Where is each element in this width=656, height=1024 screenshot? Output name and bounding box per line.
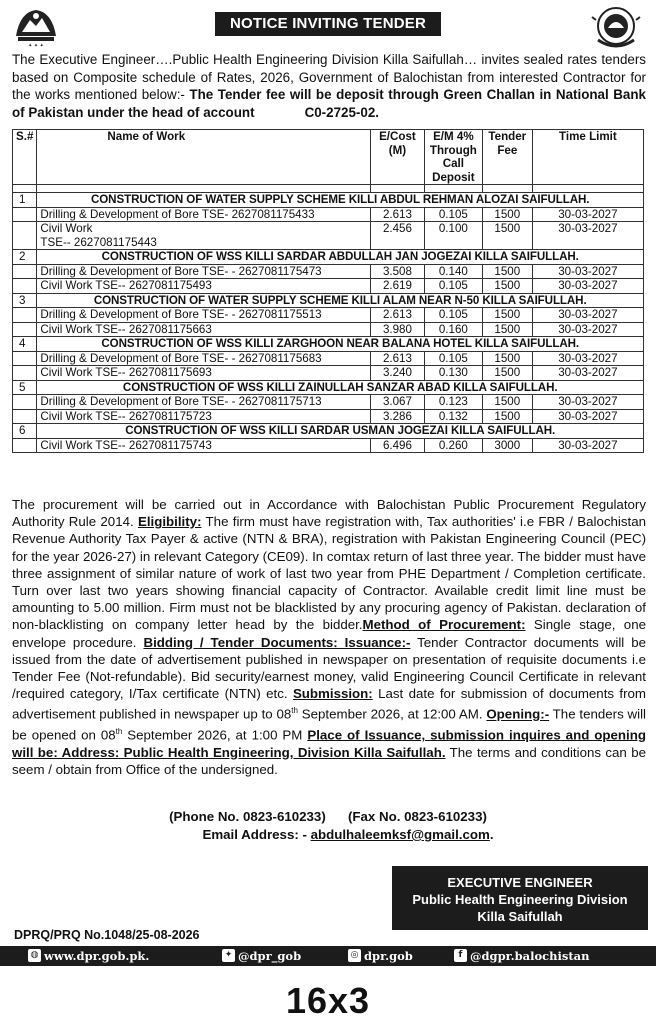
work-cost: 3.980 — [371, 322, 425, 337]
project-title-row — [13, 293, 644, 308]
signature-location: Killa Saifullah — [477, 909, 563, 924]
work-time-limit: 30-03-2027 — [532, 438, 643, 453]
project-sn: 3 — [13, 293, 37, 308]
submission-label: Submission: — [292, 686, 373, 702]
work-cost: 2.613 — [371, 351, 425, 366]
work-cost: 3.286 — [371, 409, 425, 424]
contact-block — [0, 808, 656, 844]
notice-header — [0, 0, 656, 50]
project-sn: 2 — [13, 250, 37, 265]
work-tender-fee: 1500 — [482, 279, 532, 294]
table-row — [13, 207, 644, 222]
work-call-deposit: 0.260 — [424, 438, 482, 453]
work-call-deposit: 0.105 — [424, 351, 482, 366]
work-call-deposit: 0.132 — [424, 409, 482, 424]
eligibility-label: Eligibility: — [137, 514, 202, 530]
work-tender-fee: 1500 — [482, 207, 532, 222]
work-tender-fee: 1500 — [482, 395, 532, 410]
work-call-deposit: 0.130 — [424, 366, 482, 381]
table-row — [13, 438, 644, 453]
account-head: C0-2725-02. — [304, 104, 380, 120]
header-call-deposit: E/M 4% Through Call Deposit — [424, 130, 482, 185]
facebook-icon: f — [454, 949, 467, 962]
work-call-deposit: 0.100 — [424, 222, 482, 250]
ad-size-label: 16x3 — [285, 980, 371, 1021]
project-title: CONSTRUCTION OF WSS KILLI ZARGHOON NEAR BALANA HOTEL KILLA SAIFULLAH. — [37, 337, 644, 352]
work-tender-fee: 3000 — [482, 438, 532, 453]
footer-twitter: ✦ @dpr_gob — [222, 949, 301, 963]
work-tender-fee: 1500 — [482, 366, 532, 381]
place-label: Place of Issuance, submission inquires and opening will be: Address: Public Health Engineering, Division Killa Saifullah. — [12, 727, 646, 760]
project-title-row — [13, 193, 644, 208]
work-name: Civil Work TSE-- 2627081175723 — [37, 409, 371, 424]
table-row — [13, 409, 644, 424]
project-title-row — [13, 250, 644, 265]
instagram-icon: ◎ — [348, 949, 361, 962]
work-name: Civil Work TSE-- 2627081175693 — [37, 366, 371, 381]
work-cost: 3.508 — [371, 264, 425, 279]
email-row: Email Address: - abdulhaleemksf@gmail.com. — [202, 827, 494, 842]
footer-social-bar — [0, 946, 656, 966]
intro-paragraph — [12, 51, 646, 121]
phone-number: (Phone No. 0823-610233) — [169, 809, 326, 824]
work-call-deposit: 0.160 — [424, 322, 482, 337]
work-tender-fee: 1500 — [482, 409, 532, 424]
table-spacer-row — [13, 185, 644, 193]
work-tender-fee: 1500 — [482, 322, 532, 337]
method-label: Method of Procurement: — [362, 617, 526, 633]
work-name: Civil Work TSE-- 2627081175663 — [37, 322, 371, 337]
work-cost: 3.240 — [371, 366, 425, 381]
work-time-limit: 30-03-2027 — [532, 395, 643, 410]
fax-number: (Fax No. 0823-610233) — [347, 809, 487, 824]
project-sn: 4 — [13, 337, 37, 352]
work-call-deposit: 0.140 — [424, 264, 482, 279]
project-title: CONSTRUCTION OF WATER SUPPLY SCHEME KILLI ABDUL REHMAN ALOZAI SAIFULLAH. — [37, 193, 644, 208]
signature-box — [392, 866, 648, 930]
work-tender-fee: 1500 — [482, 308, 532, 323]
work-tender-fee: 1500 — [482, 222, 532, 250]
work-call-deposit: 0.105 — [424, 279, 482, 294]
works-table — [12, 129, 644, 453]
work-call-deposit: 0.123 — [424, 395, 482, 410]
work-name: Civil Work TSE-- 2627081175443 — [37, 222, 371, 250]
work-time-limit: 30-03-2027 — [532, 409, 643, 424]
svg-text:✦ ✦ ✦: ✦ ✦ ✦ — [28, 43, 44, 48]
work-time-limit: 30-03-2027 — [532, 322, 643, 337]
work-name: Civil Work TSE-- 2627081175743 — [37, 438, 371, 453]
footer-website: ◍ www.dpr.gob.pk. — [28, 949, 149, 963]
work-time-limit: 30-03-2027 — [532, 366, 643, 381]
project-sn: 6 — [13, 424, 37, 439]
footer-instagram: ◎ dpr.gob — [348, 949, 413, 963]
email-label: Email Address: - — [202, 827, 311, 842]
work-name: Drilling & Development of Bore TSE- - 2627081175683 — [37, 351, 371, 366]
work-time-limit: 30-03-2027 — [532, 351, 643, 366]
reference-number: DPRQ/PRQ No.1048/25-08-2026 — [14, 928, 200, 942]
project-title: CONSTRUCTION OF WATER SUPPLY SCHEME KILLI ALAM NEAR N-50 KILLA SAIFULLAH. — [37, 293, 644, 308]
work-name: Drilling & Development of Bore TSE- - 2627081175513 — [37, 308, 371, 323]
notice-title: NOTICE INVITING TENDER — [215, 12, 441, 36]
signature-title: EXECUTIVE ENGINEER — [447, 875, 593, 890]
header-tender-fee: Tender Fee — [482, 130, 532, 185]
header-estimated-cost: E/Cost (M) — [371, 130, 425, 185]
work-time-limit: 30-03-2027 — [532, 222, 643, 250]
phone-fax-row — [0, 808, 656, 826]
project-title: CONSTRUCTION OF WSS KILLI SARDAR ABDULLAH JAN JOGEZAI KILLA SAIFULLAH. — [37, 250, 644, 265]
table-row — [13, 308, 644, 323]
header-name-of-work: Name of Work — [37, 130, 371, 185]
email-address: abdulhaleemksf@gmail.com — [310, 827, 490, 842]
work-name: Drilling & Development of Bore TSE- - 2627081175713 — [37, 395, 371, 410]
work-cost: 2.613 — [371, 308, 425, 323]
project-sn: 1 — [13, 193, 37, 208]
work-time-limit: 30-03-2027 — [532, 264, 643, 279]
footer-facebook: f @dgpr.balochistan — [454, 949, 590, 963]
work-tender-fee: 1500 — [482, 351, 532, 366]
globe-icon: ◍ — [28, 949, 41, 962]
table-row — [13, 366, 644, 381]
work-name: Drilling & Development of Bore TSE- - 2627081175473 — [37, 264, 371, 279]
work-time-limit: 30-03-2027 — [532, 207, 643, 222]
work-call-deposit: 0.105 — [424, 207, 482, 222]
intro-text: The Executive Engineer….Public Health Engineering Division Killa Saifullah… invites sealed rates tenders based on Composite schedule of Rates, 2026, Government of Balochistan from interested Contractor for the works mentioned below:- — [12, 52, 646, 103]
work-cost: 2.456 — [371, 222, 425, 250]
terms-paragraph: The procurement will be carried out in Accordance with Balochistan Public Procurement Regulatory Authority Rule 2014. Eligibility: The firm must have registration with, Tax authorities' i.e FBR / Balochistan Revenue Authority Tax Payer & active (NTN & BRA), registration with Pakistan Engineering Council (PEC) for the year 2026-27) in relevant Category (CE09). In comtax return of last three year. The bidder must have three assignment of similar nature of work of last two year from PHE Department / Completion certificate. Turn over last two years showing financial capacity of Contractor. Available credit limit line must be amounting to 5.00 million. Firm must not be blacklisted by any procuring agency of Pakistan. declaration of non-blacklisting on company letter head by the bidder.Method of Procurement: Single stage, one envelope procedure. Bidding / Tender Documents: Issuance:- Tender Contractor documents will be issued from the date of advertisement published in newspaper on presentation of requisite documents i.e Tender Fee (Not-refundable). Bid security/earnest money, valid Engineering Council Certificate in relevant /required category, I/Tax certificate (NTN) etc. Submission: Last date for submission of documents from advertisement published in newspaper up to 08th September 2026, at 12:00 AM. Opening:- The tenders will be opened on 08th September 2026, at 1:00 PM Place of Issuance, submission inquires and opening will be: Address: Public Health Engineering, Division Killa Saifullah. The terms and conditions can be seem / obtain from Office of the undersigned. — [12, 497, 646, 777]
project-title-row — [13, 337, 644, 352]
work-name: Civil Work TSE-- 2627081175493 — [37, 279, 371, 294]
project-title: CONSTRUCTION OF WSS KILLI SARDAR USMAN JOGEZAI KILLA SAIFULLAH. — [37, 424, 644, 439]
table-row — [13, 264, 644, 279]
project-title-row — [13, 380, 644, 395]
table-row — [13, 279, 644, 294]
project-title-row — [13, 424, 644, 439]
work-cost: 2.613 — [371, 207, 425, 222]
tender-fee-note: The Tender fee will be deposit through Green Challan in National Bank of Pakistan under the head of account — [12, 87, 646, 120]
opening-label: Opening:- — [486, 706, 550, 722]
project-sn: 5 — [13, 380, 37, 395]
bidding-label: Bidding / Tender Documents: Issuance:- — [143, 634, 411, 650]
header-sn: S.# — [13, 130, 37, 185]
work-cost: 3.067 — [371, 395, 425, 410]
phe-department-seal-icon — [590, 6, 642, 50]
table-row — [13, 351, 644, 366]
work-name: Drilling & Development of Bore TSE- 2627081175433 — [37, 207, 371, 222]
signature-division: Public Health Engineering Division — [412, 892, 628, 907]
work-cost: 6.496 — [371, 438, 425, 453]
work-time-limit: 30-03-2027 — [532, 308, 643, 323]
work-time-limit: 30-03-2027 — [532, 279, 643, 294]
table-header-row — [13, 130, 644, 185]
work-call-deposit: 0.105 — [424, 308, 482, 323]
work-cost: 2.619 — [371, 279, 425, 294]
twitter-icon: ✦ — [222, 949, 235, 962]
project-title: CONSTRUCTION OF WSS KILLI ZAINULLAH SANZAR ABAD KILLA SAIFULLAH. — [37, 380, 644, 395]
table-row — [13, 322, 644, 337]
table-row — [13, 222, 644, 250]
header-time-limit: Time Limit — [532, 130, 643, 185]
table-row — [13, 395, 644, 410]
work-tender-fee: 1500 — [482, 264, 532, 279]
balochistan-emblem-icon — [12, 6, 60, 48]
